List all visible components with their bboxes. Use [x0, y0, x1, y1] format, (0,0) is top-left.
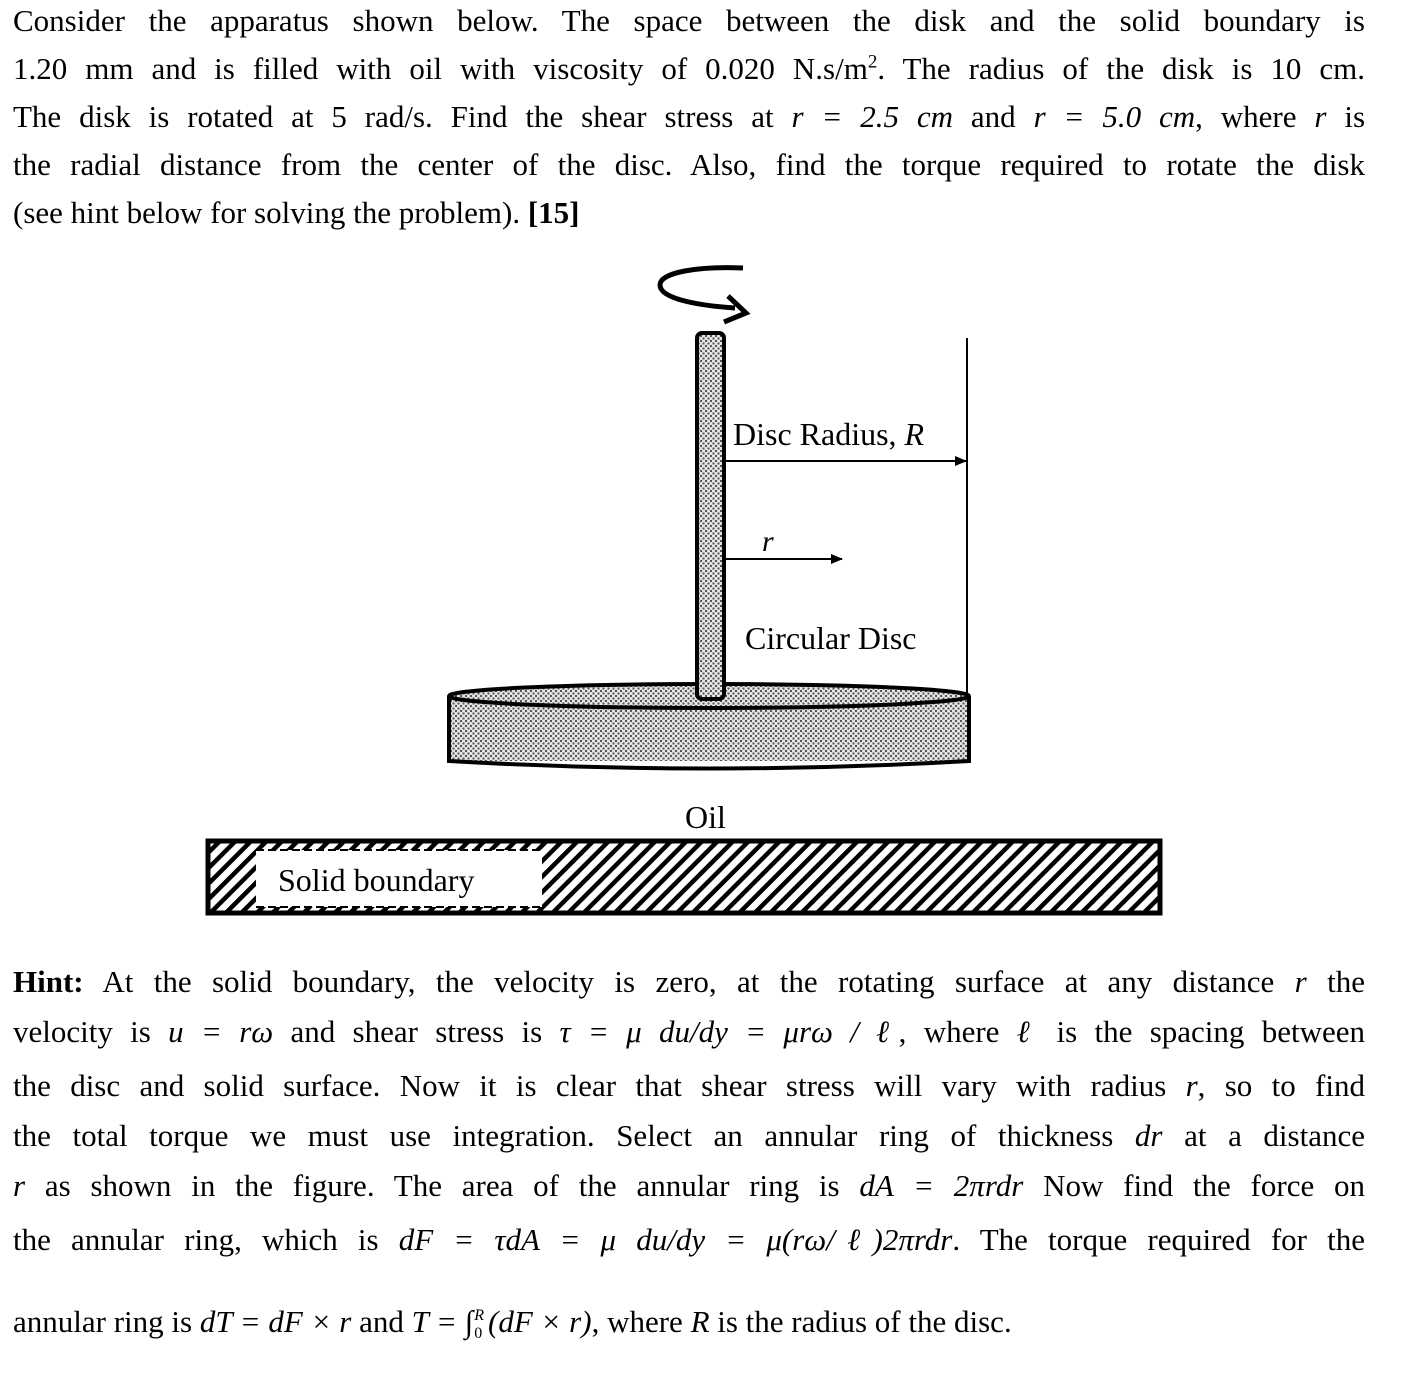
- problem-line-3: The disk is rotated at 5 rad/s. Find the shear stress at r = 2.5 cm and r = 5.0 cm, where r is: [13, 99, 1366, 134]
- hint-section: [13, 964, 1365, 1354]
- r-label: r: [762, 525, 774, 558]
- integral-limits: R 0: [474, 1306, 484, 1342]
- problem-line-5: (see hint below for solving the problem). [15]: [13, 195, 580, 230]
- rotation-arrow-icon: [660, 268, 746, 322]
- hint-line-6: the annular ring, which is dF = τdA = μ du/dy = μ(rω/ℓ)2πrdr. The torque required for the: [13, 1222, 1365, 1257]
- shaft: [697, 333, 724, 699]
- oil-label: Oil: [685, 799, 726, 835]
- solid-boundary-label: Solid boundary: [278, 862, 475, 898]
- hint-line-4: the total torque we must use integration. Select an annular ring of thickness dr at a distance: [13, 1118, 1365, 1153]
- problem-line-4: the radial distance from the center of the disc. Also, find the torque required to rotate the disk: [13, 147, 1365, 182]
- problem-line-1: Consider the apparatus shown below. The space between the disk and the solid boundary is: [13, 3, 1365, 38]
- problem-line-2: 1.20 mm and is filled with oil with viscosity of 0.020 $N.s/m^2$. The radius of the disk is 10 cm.: [13, 51, 1365, 86]
- hint-line-5: r as shown in the figure. The area of the annular ring is dA = 2πrdr Now find the force on: [13, 1168, 1366, 1203]
- disc-radius-label: Disc Radius, R: [733, 416, 925, 452]
- hint-line-2: velocity is u = rω and shear stress is τ = μ du/dy = μrω / ℓ, where ℓ is the spacing between: [13, 1014, 1365, 1049]
- hint-line-1: Hint: At the solid boundary, the velocity is zero, at the rotating surface at any distance r the: [13, 964, 1366, 999]
- hint-line-7: annular ring is dT = dF × r and T = ∫ R 0 (dF × r), where R is the radius of the disc.: [13, 1304, 1012, 1342]
- circular-disc-label: Circular Disc: [745, 620, 917, 656]
- hint-line-3: the disc and solid surface. Now it is clear that shear stress will vary with radius r, so to find: [13, 1068, 1365, 1103]
